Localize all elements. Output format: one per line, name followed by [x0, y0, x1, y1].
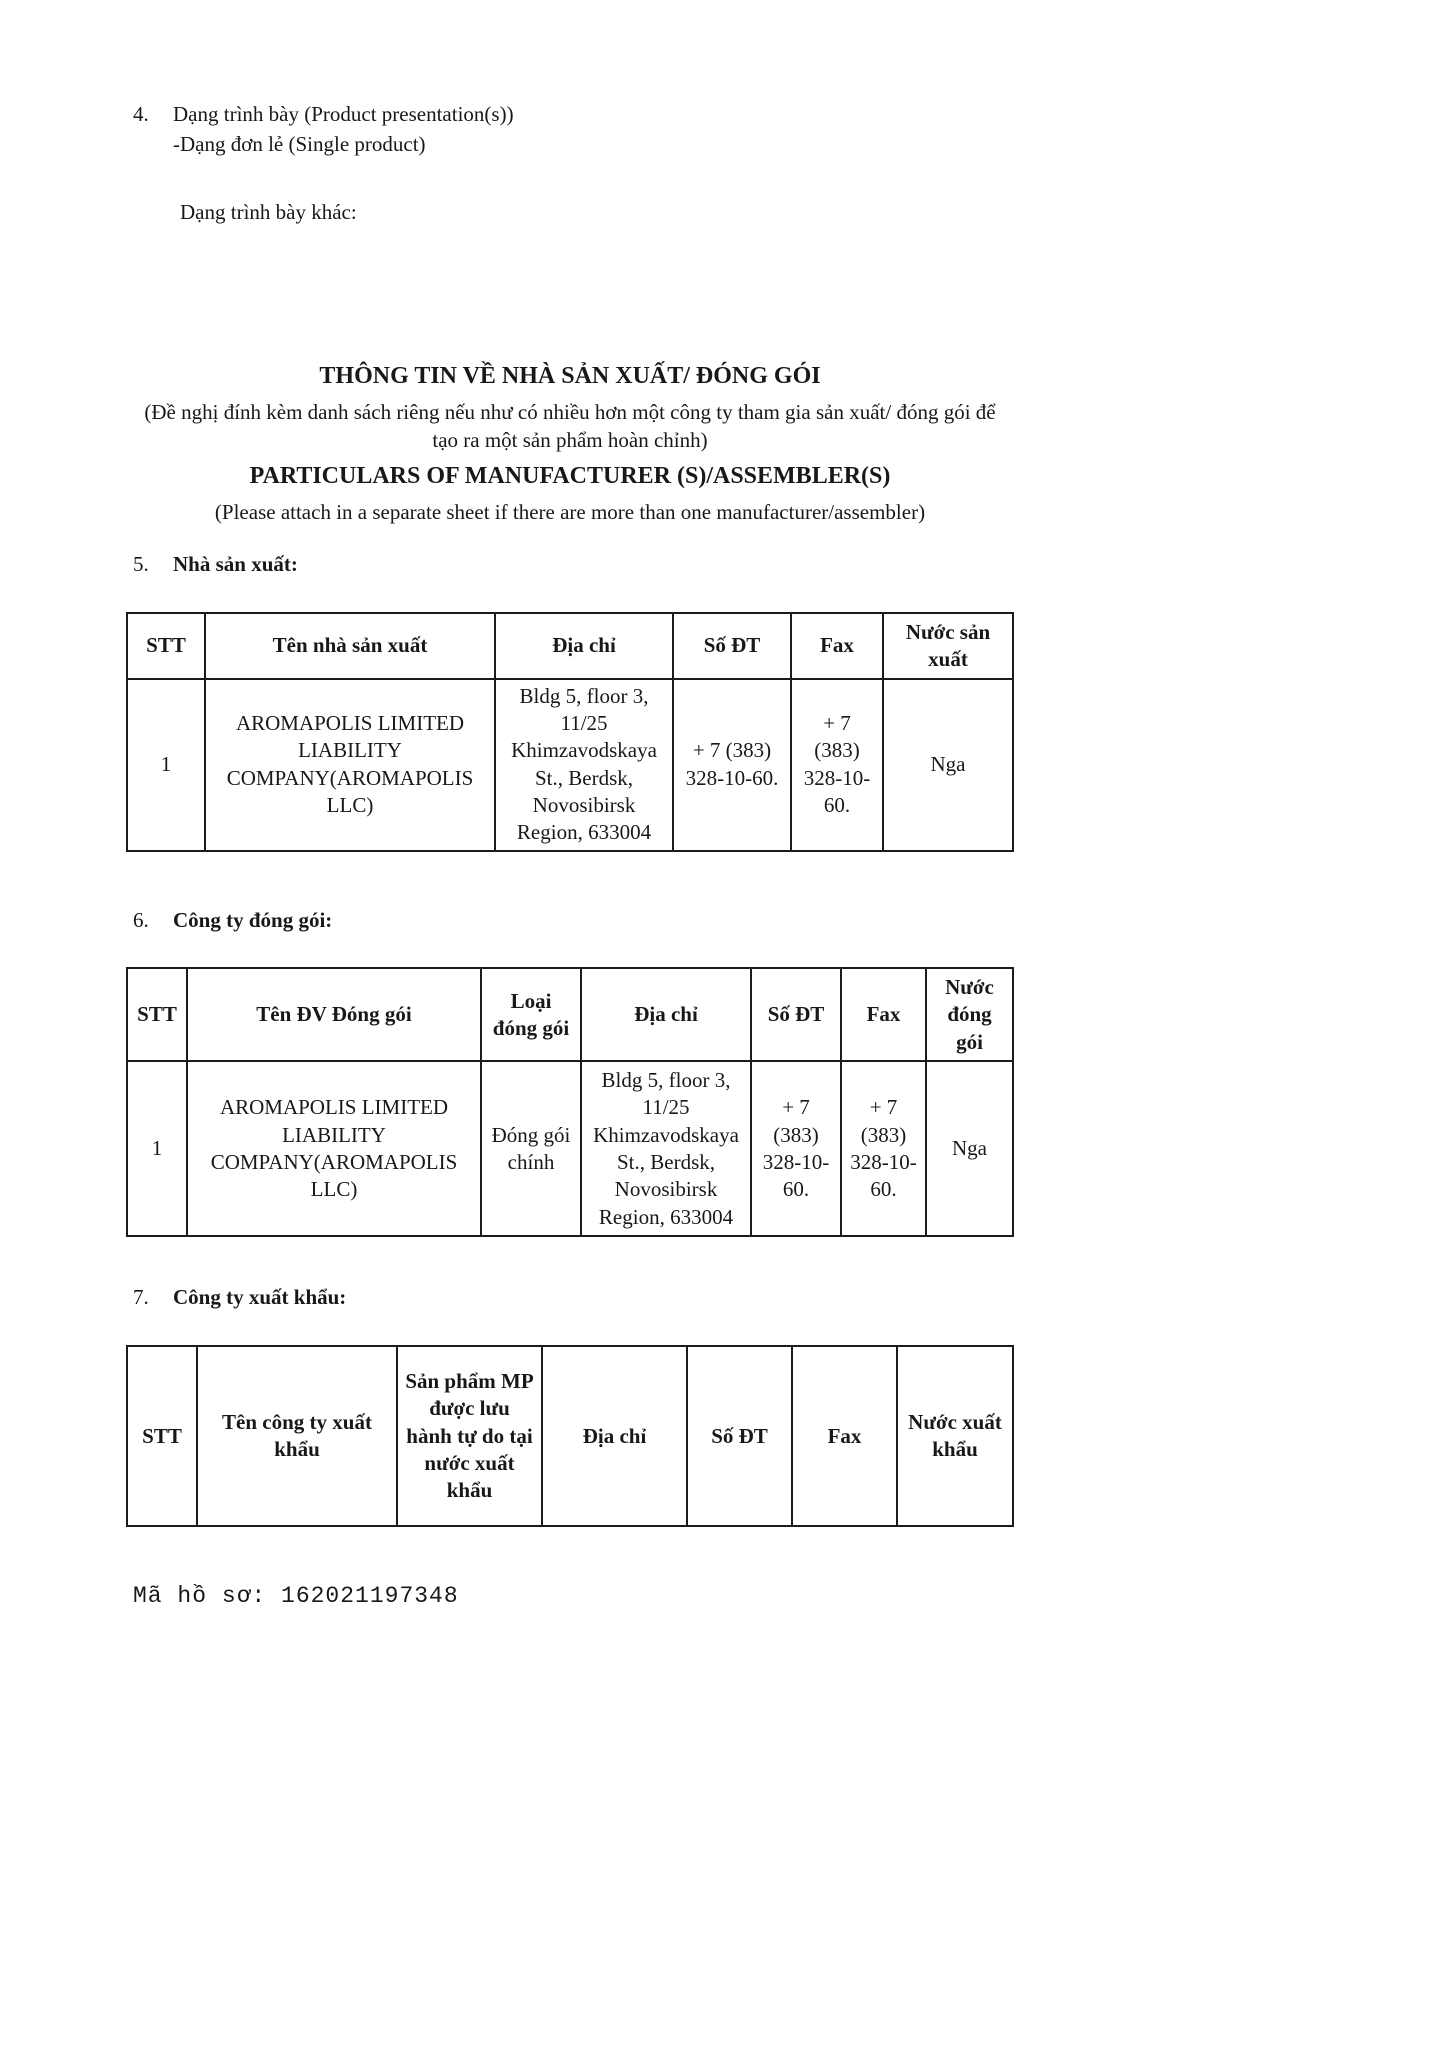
document-page	[126, 0, 1014, 1609]
table-cell-name: AROMAPOLIS LIMITED LIABILITY COMPANY(AROMAPOLIS LLC)	[205, 679, 495, 851]
table-header-cell: Tên ĐV Đóng gói	[187, 968, 481, 1061]
section-4-body	[173, 100, 514, 160]
product-presentation-line: Dạng trình bày (Product presentation(s))	[173, 102, 514, 126]
table-cell-name: AROMAPOLIS LIMITED LIABILITY COMPANY(AROMAPOLIS LLC)	[187, 1061, 481, 1236]
table-header-cell: STT	[127, 1346, 197, 1526]
page-heading-vi: THÔNG TIN VỀ NHÀ SẢN XUẤT/ ĐÓNG GÓI	[319, 363, 821, 390]
exporter-table-header-row	[127, 1346, 1013, 1526]
table-header-cell: Fax	[841, 968, 926, 1061]
table-cell-fax: + 7 (383) 328-10-60.	[841, 1061, 926, 1236]
table-header-cell: Nước đóng gói	[926, 968, 1013, 1061]
page-heading-en: PARTICULARS OF MANUFACTURER (S)/ASSEMBLER(S)	[249, 463, 891, 490]
table-header-cell: Nước xuất khẩu	[897, 1346, 1013, 1526]
table-cell-phone: + 7 (383) 328-10-60.	[751, 1061, 841, 1236]
table-cell-country: Nga	[926, 1061, 1013, 1236]
table-cell-phone: + 7 (383) 328-10-60.	[673, 679, 791, 851]
assembler-table	[126, 967, 1014, 1237]
manufacturer-table-header-row	[127, 613, 1013, 679]
heading-block	[126, 360, 1014, 526]
section-7-number: 7.	[133, 1285, 149, 1310]
table-header-cell: STT	[127, 968, 187, 1061]
table-header-cell: Loại đóng gói	[481, 968, 581, 1061]
single-product-line: -Dạng đơn lẻ (Single product)	[173, 131, 426, 156]
section-5-number: 5.	[133, 552, 149, 576]
table-header-cell: Số ĐT	[687, 1346, 792, 1526]
table-cell-country: Nga	[883, 679, 1013, 851]
table-header-cell: Fax	[792, 1346, 897, 1526]
section-4-number: 4.	[133, 102, 149, 126]
section-6-number: 6.	[133, 907, 149, 932]
section-5-label: Nhà sản xuất:	[173, 552, 298, 576]
section-4	[126, 100, 1014, 160]
table-header-cell: Địa chỉ	[495, 613, 673, 679]
table-cell-address: Bldg 5, floor 3, 11/25 Khimzavodskaya St., Berdsk, Novosibirsk Region, 633004	[495, 679, 673, 851]
assembler-table-header-row	[127, 968, 1013, 1061]
table-header-cell: Địa chỉ	[581, 968, 751, 1061]
dossier-code: Mã hồ sơ: 162021197348	[133, 1583, 459, 1610]
table-header-cell: Tên nhà sản xuất	[205, 613, 495, 679]
table-header-cell: Tên công ty xuất khẩu	[197, 1346, 397, 1526]
section-6	[126, 906, 1014, 936]
heading-note-en: (Please attach in a separate sheet if there are more than one manufacturer/assembler)	[214, 499, 926, 524]
section-7-label: Công ty xuất khẩu:	[173, 1285, 347, 1310]
table-header-cell: Nước sản xuất	[883, 613, 1013, 679]
section-5	[126, 550, 1014, 580]
table-cell-packaging-type: Đóng gói chính	[481, 1061, 581, 1236]
heading-note-vi: (Đề nghị đính kèm danh sách riêng nếu như có nhiều hơn một công ty tham gia sản xuất/ đóng gói để tạo ra một sản phẩm hoàn chỉnh)	[144, 400, 996, 453]
table-cell-stt: 1	[127, 1061, 187, 1236]
table-cell-stt: 1	[127, 679, 205, 851]
table-cell-address: Bldg 5, floor 3, 11/25 Khimzavodskaya St., Berdsk, Novosibirsk Region, 633004	[581, 1061, 751, 1236]
table-header-cell: Số ĐT	[673, 613, 791, 679]
table-header-cell: Fax	[791, 613, 883, 679]
manufacturer-table	[126, 612, 1014, 852]
manufacturer-table-row	[127, 679, 1013, 851]
table-header-cell: STT	[127, 613, 205, 679]
section-7	[126, 1283, 1014, 1313]
table-cell-fax: + 7 (383) 328-10-60.	[791, 679, 883, 851]
table-header-cell: Địa chỉ	[542, 1346, 687, 1526]
exporter-table	[126, 1345, 1014, 1527]
other-presentation-label: Dạng trình bày khác:	[180, 199, 357, 224]
assembler-table-row	[127, 1061, 1013, 1236]
table-header-cell: Sản phẩm MP được lưu hành tự do tại nước xuất khẩu	[397, 1346, 542, 1526]
section-6-label: Công ty đóng gói:	[173, 907, 333, 932]
table-header-cell: Số ĐT	[751, 968, 841, 1061]
